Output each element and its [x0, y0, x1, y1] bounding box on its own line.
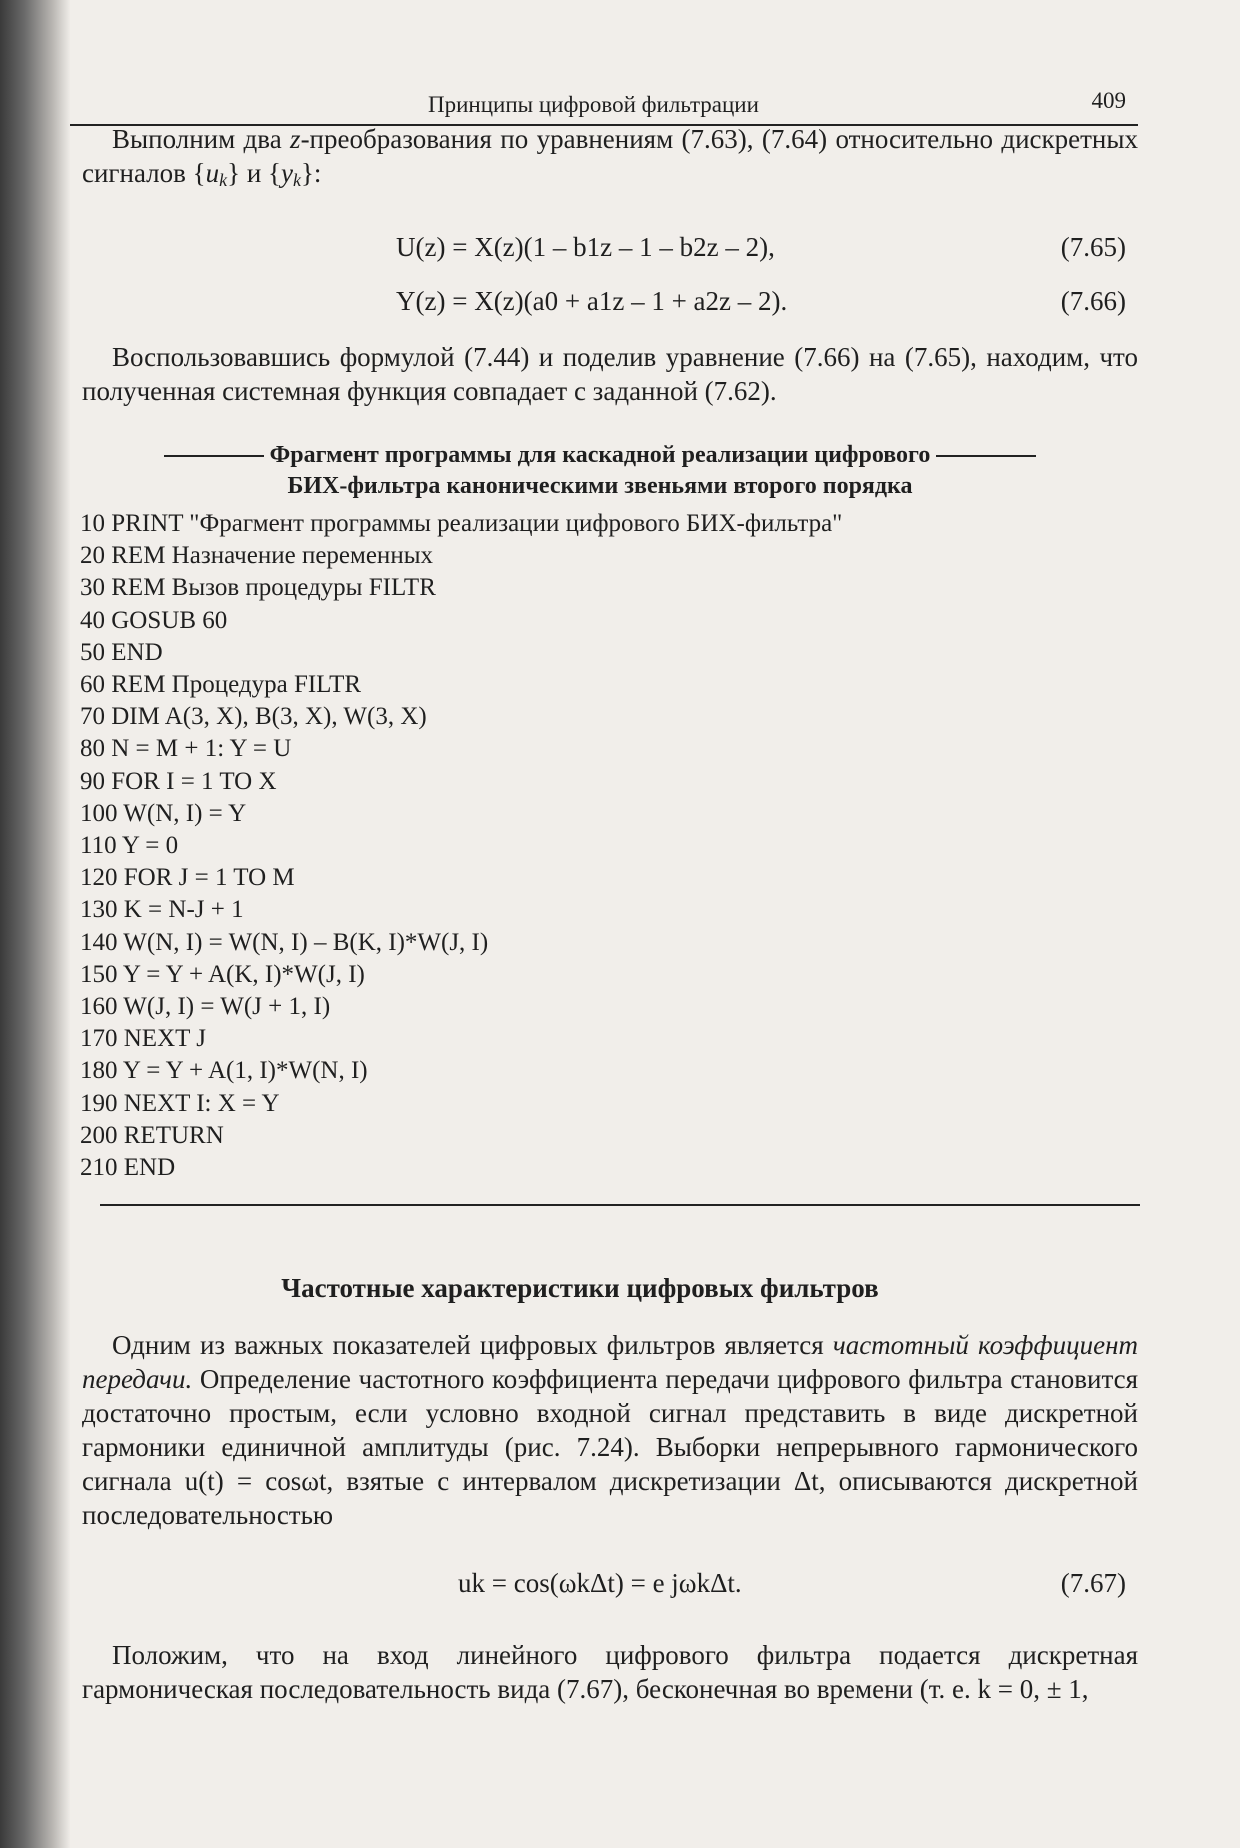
code-line: 170 NEXT J — [80, 1025, 206, 1053]
equation-7-65 — [70, 232, 1126, 266]
equation-7-67 — [70, 1568, 1126, 1602]
code-line: 20 REM Назначение переменных — [80, 542, 433, 570]
page-number: 409 — [1091, 88, 1126, 113]
code-line: 180 Y = Y + A(1, I)*W(N, I) — [80, 1057, 368, 1085]
code-line: 50 END — [80, 638, 163, 666]
code-line: 30 REM Вызов процедуры FILTR — [80, 574, 436, 602]
heading-rule-right — [936, 455, 1036, 457]
heading-rule-left — [164, 455, 264, 457]
code-line: 110 Y = 0 — [80, 832, 179, 860]
code-line: 200 RETURN — [80, 1121, 224, 1149]
equation-7-66 — [70, 286, 1126, 320]
fragment-end-rule — [100, 1204, 1140, 1206]
code-line: 150 Y = Y + A(K, I)*W(J, I) — [80, 960, 365, 988]
section-title: Частотные характеристики цифровых фильтров — [281, 1273, 879, 1303]
book-page — [70, 0, 1240, 1848]
frequency-paragraph: Одним из важных показателей цифровых фильтров является частотный коэффициент передачи. Определение частотного коэффициента передачи цифрового фильтра становится достаточно простым, если условно входной сигнал представить в виде дискретной гармоники единичной амплитуды (рис. 7.24). Выборки непрерывного гармонического сигнала u(t) = cosωt, взятые с интервалом дискретизации Δt, описываются дискретной последовательностью — [82, 1330, 1138, 1530]
equation-7-67-number: (7.67) — [1060, 1568, 1126, 1598]
equation-7-65-number: (7.65) — [1060, 232, 1126, 262]
italic-term: частотный коэффициент передачи. — [82, 1330, 1138, 1394]
code-line: 70 DIM A(3, X), B(3, X), W(3, X) — [80, 703, 427, 731]
code-line: 10 PRINT "Фрагмент программы реализации цифрового БИХ-фильтра" — [80, 510, 843, 537]
program-fragment-heading — [70, 440, 1130, 502]
running-title: Принципы цифровой фильтрации — [428, 92, 759, 117]
equation-7-67-body: uk = cos(ωkΔt) = e jωkΔt. — [458, 1568, 742, 1598]
code-line: 60 REM Процедура FILTR — [80, 671, 362, 699]
code-line: 140 W(N, I) = W(N, I) – B(K, I)*W(J, I) — [80, 928, 489, 956]
equation-7-65-body: U(z) = X(z)(1 – b1z – 1 – b2z – 2), — [396, 232, 775, 262]
basic-code-listing — [80, 508, 842, 1184]
code-line: 120 FOR J = 1 TO M — [80, 864, 295, 892]
code-line: 40 GOSUB 60 — [80, 606, 228, 634]
derivation-paragraph: Воспользовавшись формулой (7.44) и поделив уравнение (7.66) на (7.65), находим, что полученная системная функция совпадает с заданной (7.62). — [82, 342, 1138, 406]
code-line: 100 W(N, I) = Y — [80, 799, 247, 827]
code-line: 130 K = N-J + 1 — [80, 896, 244, 924]
heading-line-2: БИХ-фильтра каноническими звеньями второго порядка — [287, 473, 913, 499]
intro-paragraph: Выполним два z-преобразования по уравнениям (7.63), (7.64) относительно дискретных сигналов $\{u_k\}$ и $\{y_k\}$: — [82, 124, 1138, 190]
heading-line-1: Фрагмент программы для каскадной реализации цифрового — [269, 442, 931, 468]
input-sequence-paragraph: Положим, что на вход линейного цифрового фильтра подается дискретная гармоническая последовательность вида (7.67), бесконечная во времени (т. е. k = 0, ± 1, — [82, 1640, 1138, 1704]
code-line: 90 FOR I = 1 TO X — [80, 767, 277, 795]
code-line: 80 N = M + 1: Y = U — [80, 735, 292, 763]
equation-7-66-number: (7.66) — [1060, 286, 1126, 316]
code-line: 210 END — [80, 1154, 176, 1182]
running-header — [70, 88, 1138, 126]
book-spine-shadow — [0, 0, 70, 1848]
code-line: 190 NEXT I: X = Y — [80, 1089, 280, 1117]
code-line: 160 W(J, I) = W(J + 1, I) — [80, 993, 331, 1021]
equation-7-66-body: Y(z) = X(z)(a0 + a1z – 1 + a2z – 2). — [396, 286, 788, 316]
